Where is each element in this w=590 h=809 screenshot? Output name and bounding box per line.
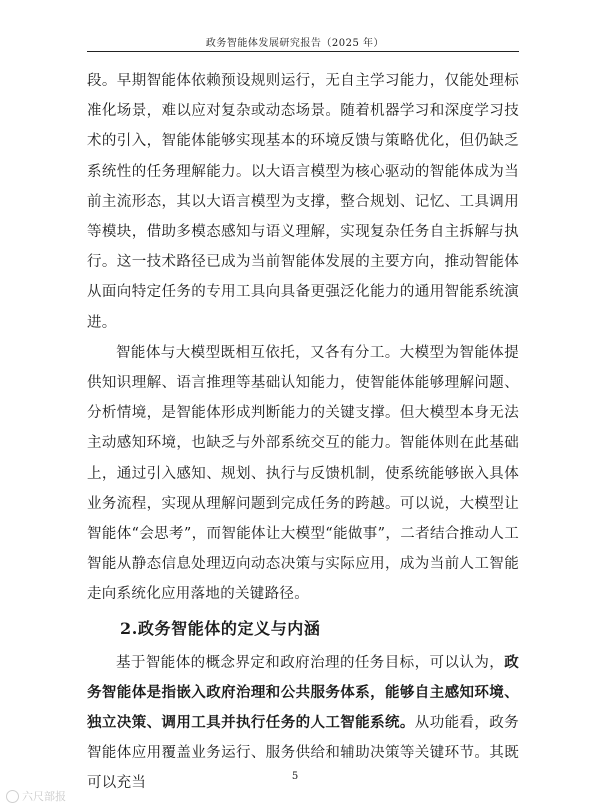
page-number: 5 (291, 771, 299, 782)
running-header: 政务智能体发展研究报告（2025 年） (205, 38, 385, 49)
watermark-text: 六尺部报 (22, 790, 66, 803)
section-heading: 2.政务智能体的定义与内涵 (120, 618, 321, 638)
header-rule (87, 51, 519, 52)
watermark-logo-icon (6, 790, 19, 803)
paragraph-continuation: 段。早期智能体依赖预设规则运行，无自主学习能力，仅能处理标准化场景，难以应对复杂或动态场景。随着机器学习和深度学习技术的引入，智能体能够实现基本的环境反馈与策略优化，但仍缺乏系统性的任务理解能力。以大语言模型为核心驱动的智能体成为当前主流形态，其以大语言模型为支撑，整合规划、记忆、工具调用等模块，借助多模态感知与语义理解，实现复杂任务自主拆解与执行。这一技术路径已成为当前智能体发展的主要方向，推动智能体从面向特定任务的专用工具向具备更强泛化能力的通用智能系统演进。 (87, 73, 519, 331)
watermark (6, 788, 66, 804)
definition-bold: 政务智能体是指嵌入政府治理和公共服务体系，能够自主感知环境、独立决策、调用工具并执行任务的人工智能系统。 (87, 654, 519, 732)
paragraph-agent-and-llm: 智能体与大模型既相互依托，又各有分工。大模型为智能体提供知识理解、语言推理等基础认知能力，使智能体能够理解问题、分析情境，是智能体形成判断能力的关键支撑。但大模型本身无法主动感知环境，也缺乏与外部系统交互的能力。智能体则在此基础上，通过引入感知、规划、执行与反馈机制，使系统能够嵌入具体业务流程，实现从理解问题到完成任务的跨越。可以说，大模型让智能体“会思考”，而智能体让大模型“能做事”，二者结合推动人工智能从静态信息处理迈向动态决策与实际应用，成为当前人工智能走向系统化应用落地的关键路径。 (87, 344, 519, 603)
definition-lead: 基于智能体的概念界定和政府治理的任务目标，可以认为， (116, 654, 505, 671)
definition-tail: 从功能看，政务智能体应用覆盖业务运行、服务供给和辅助决策等关键环节。其既可以充当 (87, 715, 519, 792)
body-text (87, 66, 519, 799)
